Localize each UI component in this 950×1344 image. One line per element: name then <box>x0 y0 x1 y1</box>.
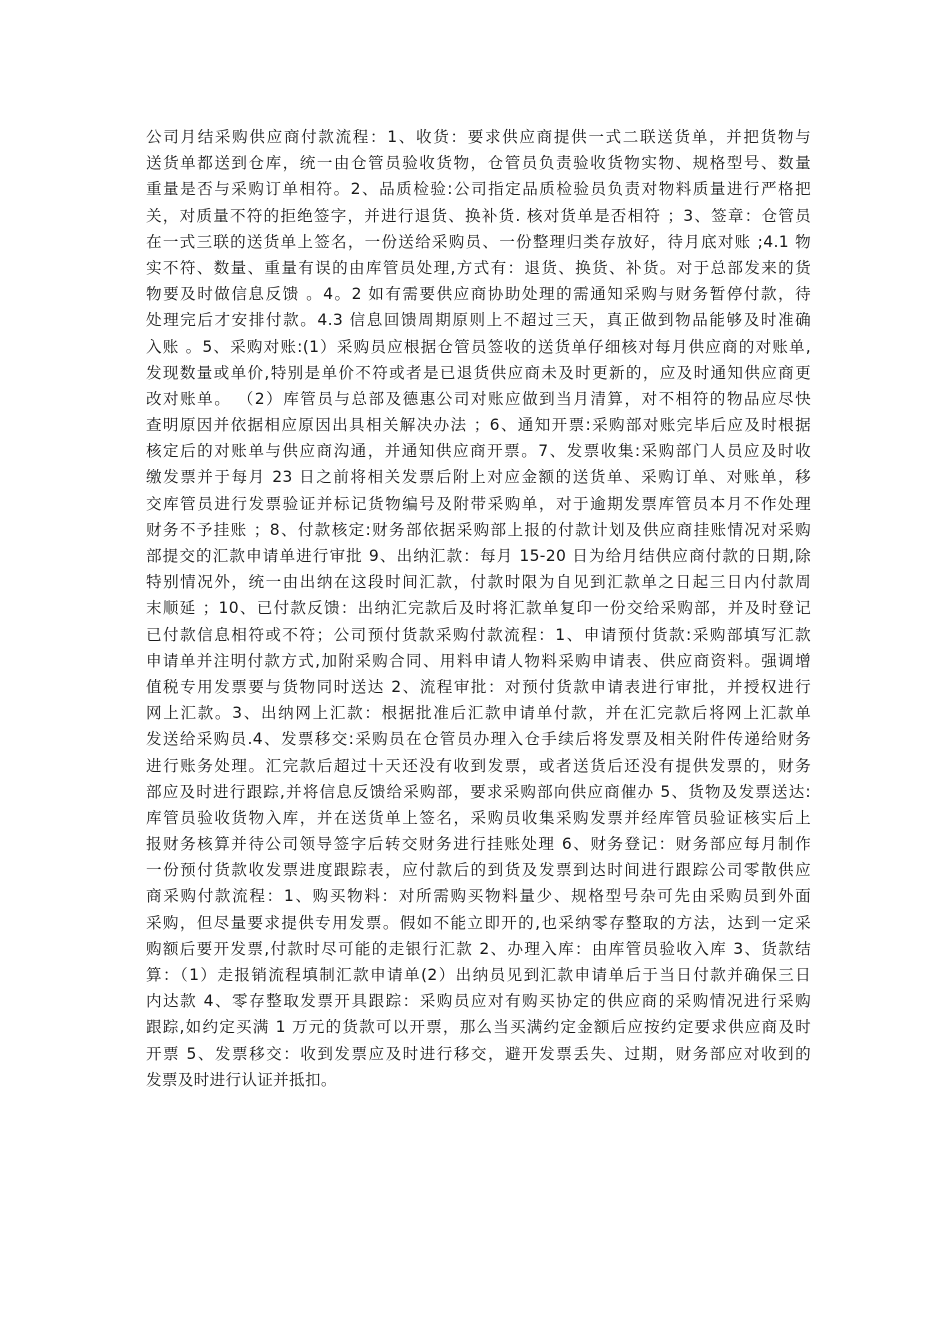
text-line: 进行账务处理。汇完款后超过十天还没有收到发票，或者送货后还没有提供发票的，财务 <box>146 756 811 775</box>
text-line: 入账 。5、采购对账:(1）采购员应根据仓管员签收的送货单仔细核对每月供应商的对账单, <box>146 337 811 356</box>
text-line: 交库管员进行发票验证并标记货物编号及附带采购单，对于逾期发票库管员本月不作处理 <box>146 494 811 513</box>
text-line: 采购，但尽量要求提供专用发票。假如不能立即开的,也采纳零存整取的方法，达到一定采 <box>146 913 811 932</box>
text-line: 改对账单。 （2）库管员与总部及德惠公司对账应做到当月清算，对不相符的物品应尽快 <box>146 389 811 408</box>
text-line: 申请单并注明付款方式,加附采购合同、用料申请人物料采购申请表、供应商资料。强调增 <box>146 651 811 670</box>
body-text <box>146 124 811 1093</box>
text-line: 发送给采购员.4、发票移交:采购员在仓管员办理入仓手续后将发票及相关附件传递给财务 <box>146 730 811 749</box>
text-line: 算：（1）走报销流程填制汇款申请单(2）出纳员见到汇款申请单后于当日付款并确保三日 <box>146 966 811 984</box>
text-line: 内达款 4、零存整取发票开具跟踪：采购员应对有购买协定的供应商的采购情况进行采购 <box>146 992 811 1011</box>
text-line: 缴发票并于每月 23 日之前将相关发票后附上对应金额的送货单、采购订单、对账单，移 <box>146 468 811 487</box>
text-line: 已付款信息相符或不符；公司预付货款采购付款流程：1、申请预付货款:采购部填写汇款 <box>146 625 811 644</box>
text-line: 部提交的汇款申请单进行审批 9、出纳汇款：每月 15-20 日为给月结供应商付款的日期,除 <box>146 547 811 565</box>
text-line: 商采购付款流程：1、购买物料：对所需购买物料量少、规格型号杂可先由采购员到外面 <box>146 887 811 906</box>
text-line: 报财务核算并待公司领导签字后转交财务进行挂账处理 6、财务登记：财务部应每月制作 <box>146 835 811 854</box>
text-line: 特别情况外，统一由出纳在这段时间汇款，付款时限为自见到汇款单之日起三日内付款周 <box>146 573 811 592</box>
text-line: 公司月结采购供应商付款流程：1、收货：要求供应商提供一式二联送货单，并把货物与 <box>146 128 811 146</box>
text-line: 发现数量或单价,特别是单价不符或者是已退货供应商未及时更新的，应及时通知供应商更 <box>146 363 811 382</box>
text-line: 开票 5、发票移交：收到发票应及时进行移交，避开发票丢失、过期，财务部应对收到的 <box>146 1044 811 1063</box>
text-line: 查明原因并依据相应原因出具相关解决办法 ；6、通知开票:采购部对账完毕后应及时根据 <box>146 416 811 435</box>
text-line: 财务不予挂账 ；8、付款核定:财务部依据采购部上报的付款计划及供应商挂账情况对采购 <box>146 520 811 539</box>
text-line: 值税专用发票要与货物同时送达 2、流程审批：对预付货款申请表进行审批，并授权进行 <box>146 677 811 696</box>
text-line: 重量是否与采购订单相符。2、品质检验:公司指定品质检验员负责对物料质量进行严格把 <box>146 180 811 199</box>
text-line: 一份预付货款收发票进度跟踪表，应付款后的到货及发票到达时间进行跟踪公司零散供应 <box>146 861 811 880</box>
text-line: 购额后要开发票,付款时尽可能的走银行汇款 2、办理入库：由库管员验收入库 3、货款结 <box>146 939 811 958</box>
text-line: 库管员验收货物入库，并在送货单上签名，采购员收集采购发票并经库管员验证核实后上 <box>146 808 811 827</box>
text-line: 在一式三联的送货单上签名，一份送给采购员、一份整理归类存放好，待月底对账 ;4.1 物 <box>146 232 811 251</box>
text-line: 末顺延 ；10、已付款反馈：出纳汇完款后及时将汇款单复印一份交给采购部，并及时登记 <box>146 599 811 618</box>
text-line: 物要及时做信息反馈 。4。2 如有需要供应商协助处理的需通知采购与财务暂停付款，待 <box>146 285 811 304</box>
text-line: 发票及时进行认证并抵扣。 <box>146 1070 337 1089</box>
text-line: 跟踪,如约定买满 1 万元的货款可以开票，那么当买满约定金额后应按约定要求供应商及时 <box>146 1018 811 1037</box>
text-line: 送货单都送到仓库，统一由仓管员验收货物，仓管员负责验收货物实物、规格型号、数量 <box>146 154 811 173</box>
text-line: 实不符、数量、重量有误的由库管员处理,方式有：退货、换货、补货。对于总部发来的货 <box>146 258 811 277</box>
text-line: 关，对质量不符的拒绝签字，并进行退货、换补货. 核对货单是否相符 ；3、签章：仓管员 <box>146 206 811 225</box>
text-line: 处理完后才安排付款。4.3 信息回馈周期原则上不超过三天，真正做到物品能够及时准确 <box>146 311 811 330</box>
text-line: 核定后的对账单与供应商沟通，并通知供应商开票。7、发票收集:采购部门人员应及时收 <box>146 442 811 461</box>
text-line: 网上汇款。3、出纳网上汇款：根据批准后汇款申请单付款，并在汇完款后将网上汇款单 <box>146 704 811 723</box>
text-line: 部应及时进行跟踪,并将信息反馈给采购部，要求采购部向供应商催办 5、货物及发票送达: <box>146 782 811 801</box>
